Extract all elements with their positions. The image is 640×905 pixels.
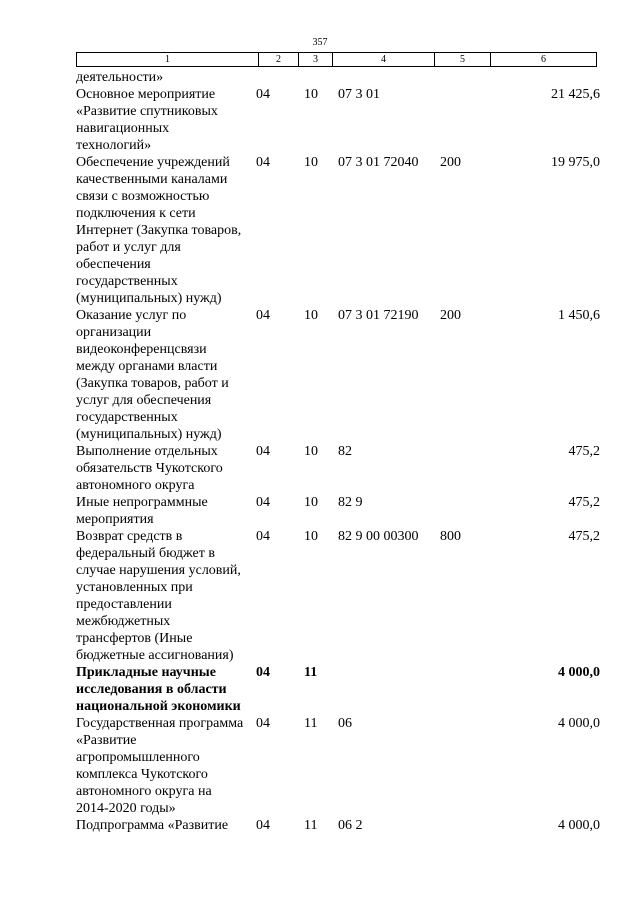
target-article-code: 07 3 01 72190 [338, 308, 419, 323]
subsection-code: 10 [304, 529, 318, 544]
amount: 1 450,6 [558, 308, 600, 323]
section-code: 04 [256, 716, 270, 731]
section-code: 04 [256, 818, 270, 833]
amount: 21 425,6 [551, 87, 600, 102]
page-number: 357 [312, 37, 328, 48]
header-col-3: 3 [299, 53, 333, 67]
target-article-code: 06 [338, 716, 352, 731]
column-number-header [76, 52, 597, 67]
section-code: 04 [256, 87, 270, 102]
section-code: 04 [256, 155, 270, 170]
item-name: Прикладные научные исследования в области национальной экономики [76, 665, 241, 714]
table-row [76, 86, 600, 154]
subsection-code: 11 [304, 716, 318, 731]
section-code: 04 [256, 495, 270, 510]
item-name: Подпрограмма «Развитие [76, 818, 229, 833]
table-row [76, 443, 600, 494]
item-name: Возврат средств в федеральный бюджет в случае нарушения условий, установленных при предоставлении межбюджетных трансфертов (Иные бюджетные ассигнования) [76, 529, 241, 663]
expense-type-code: 200 [440, 308, 461, 323]
target-article-code: 07 3 01 72040 [338, 155, 419, 170]
item-name: Основное мероприятие «Развитие спутниковых навигационных технологий» [76, 87, 218, 153]
table-row [76, 154, 600, 307]
section-code: 04 [256, 308, 270, 323]
expense-type-code: 800 [440, 529, 461, 544]
item-name: Обеспечение учреждений качественными каналами связи с возможностью подключения к сети Интернет (Закупка товаров, работ и услуг для обеспечения государственных (муниципальных) нужд) [76, 155, 242, 306]
amount: 19 975,0 [551, 155, 600, 170]
target-article-code: 06 2 [338, 818, 363, 833]
table-row [76, 69, 600, 86]
item-name: Выполнение отдельных обязательств Чукотского автономного округа [76, 444, 223, 493]
target-article-code: 82 [338, 444, 352, 459]
section-code: 04 [256, 444, 270, 459]
amount: 4 000,0 [558, 818, 600, 833]
header-col-2: 2 [259, 53, 299, 67]
subsection-code: 10 [304, 308, 318, 323]
header-col-6: 6 [491, 53, 597, 67]
section-code: 04 [256, 665, 270, 680]
table-row [76, 715, 600, 817]
target-article-code: 82 9 [338, 495, 363, 510]
amount: 475,2 [568, 495, 600, 510]
table-row [76, 307, 600, 443]
budget-table-body [76, 69, 600, 834]
subsection-code: 10 [304, 444, 318, 459]
subsection-code: 11 [304, 665, 318, 680]
amount: 475,2 [568, 529, 600, 544]
subsection-code: 10 [304, 87, 318, 102]
header-col-1: 1 [77, 53, 259, 67]
header-col-5: 5 [435, 53, 491, 67]
amount: 475,2 [568, 444, 600, 459]
item-name: Оказание услуг по организации видеоконференцсвязи между органами власти (Закупка товаров, работ и услуг для обеспечения государственных (муниципальных) нужд) [76, 308, 229, 442]
amount: 4 000,0 [558, 716, 600, 731]
table-row [76, 494, 600, 528]
expense-type-code: 200 [440, 155, 461, 170]
item-name: Государственная программа «Развитие агропромышленного комплекса Чукотского автономного округа на 2014-2020 годы» [76, 716, 244, 816]
item-name: деятельности» [76, 70, 164, 85]
table-row [76, 528, 600, 664]
item-name: Иные непрограммные мероприятия [76, 495, 208, 527]
target-article-code: 07 3 01 [338, 87, 380, 102]
subsection-code: 10 [304, 495, 318, 510]
table-row [76, 817, 600, 834]
subsection-code: 10 [304, 155, 318, 170]
header-col-4: 4 [333, 53, 435, 67]
amount: 4 000,0 [558, 665, 600, 680]
table-row [76, 664, 600, 715]
section-code: 04 [256, 529, 270, 544]
subsection-code: 11 [304, 818, 318, 833]
target-article-code: 82 9 00 00300 [338, 529, 419, 544]
